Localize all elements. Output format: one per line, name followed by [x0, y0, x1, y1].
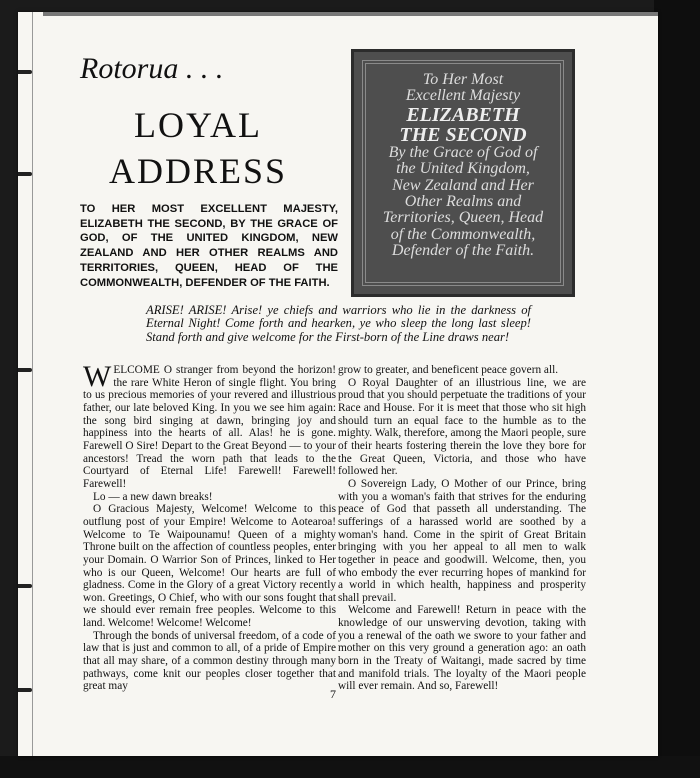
- headline-line-2: ADDRESS: [108, 151, 288, 191]
- page-number: 7: [330, 687, 336, 701]
- binding-staple: [18, 688, 32, 692]
- illuminated-text: [362, 60, 564, 286]
- illuminated-address-panel: [351, 49, 575, 297]
- top-rule: [43, 12, 658, 16]
- paragraph-text: ELCOME O stranger from beyond the horizon! the rare White Heron of single flight. You bring to us precious memories of your revered and illustrious father, our late beloved King. In you we see him again: the song bird singing at dawn, bringing joy and happiness into the hearts of all. Alas! he is gone. Farewell O Sire! Depart to the Great Beyond — to your ancestors! Tread the worn path that leads to the Courtyard of Eternal Life! Farewell! Farewell! Farewell!: [83, 364, 336, 490]
- illum-line: THE SECOND: [399, 123, 527, 146]
- illum-line: the United Kingdom,: [396, 160, 530, 178]
- intro-invocation: ARISE! ARISE! Arise! ye chiefs and warriors who lie in the darkness of Eternal Night! Come forth and hearken, ye who sleep the long last sleep! Stand forth and give welcome for the First-born of the Line draws near!: [146, 303, 531, 344]
- binding-staple: [18, 368, 32, 372]
- region-name: Rotorua . . .: [80, 52, 224, 85]
- body-column-left: [83, 360, 336, 693]
- illum-line: ELIZABETH: [406, 103, 520, 126]
- scan-background-right: [654, 0, 700, 778]
- binding-edge: [18, 12, 33, 756]
- paragraph: [83, 360, 336, 491]
- paragraph: grow to greater, and beneficent peace govern all.: [338, 364, 559, 376]
- headline-line-1: LOYAL: [134, 105, 262, 145]
- drop-cap: W: [83, 360, 112, 393]
- binding-staple: [18, 584, 32, 588]
- illum-line: To Her Most: [422, 71, 504, 88]
- paragraph: Lo — a new dawn breaks!: [93, 490, 213, 503]
- illum-line: Other Realms and: [404, 193, 522, 211]
- document-page: [18, 12, 658, 756]
- scan-background-bottom: [0, 756, 700, 778]
- illum-line: New Zealand and Her: [392, 176, 534, 194]
- illum-line: By the Grace of God of: [388, 143, 538, 161]
- binding-staple: [18, 172, 32, 176]
- illum-line: Excellent Majesty: [405, 87, 521, 105]
- illum-line: Territories, Queen, Head: [382, 209, 544, 227]
- body-column-right: [338, 364, 586, 693]
- paragraph: Welcome and Farewell! Return in peace with the knowledge of our unswerving devotion, taking with you a renewal of the oath we swore to your father and mother on this very ground a generation ago: an oath born in the Treaty of Waitangi, made sacred by time and manifold trials. The loyalty of the Maori people will ever remain. And so, Farewell!: [338, 604, 586, 693]
- binding-staple: [18, 70, 32, 74]
- formal-salutation: TO HER MOST EXCELLENT MAJESTY, ELIZABETH THE SECOND, BY THE GRACE OF GOD, OF THE UNITED KINGDOM, NEW ZEALAND AND HER OTHER REALMS AND TERRITORIES, QUEEN, HEAD OF THE COMMONWEALTH, DEFENDER OF THE FAITH.: [80, 203, 338, 289]
- paragraph: O Gracious Majesty, Welcome! Welcome to this outflung post of your Empire! Welcome to Aotearoa! Welcome to Te Waipounamu! Queen of a mighty Throne built on the affection of countless peoples, enter your Domain. O Warrior Son of Princes, linked to Her who is our Queen, Welcome! Our hearts are full of gladness. Come in the Glory of a great Victory recently won. Greetings, O Chief, who with our sons fought that we should ever remain free peoples. Welcome to this land. Welcome! Welcome! Welcome!: [83, 503, 336, 630]
- paragraph: O Royal Daughter of an illustrious line, we are proud that you should perpetuate the traditions of your Race and House. For it is meet that those who sit high should turn an equal face to the humble as to the mighty. Walk, therefore, among the Maori people, sure of their hearts fostering therein the love they bore for the Great Queen, Victoria, and those who have followed her.: [338, 376, 586, 478]
- illum-line: Defender of the Faith.: [391, 242, 535, 260]
- illum-line: of the Commonwealth,: [390, 225, 536, 243]
- paragraph: Through the bonds of universal freedom, of a code of law that is just and common to all, of a pride of Empire that all may share, of a common destiny through many pathways, come knit our peoples closer together that great may: [83, 629, 336, 693]
- paragraph: O Sovereign Lady, O Mother of our Prince, bring with you a woman's faith that strives for the enduring peace of God that passeth all understanding. The sufferings of a harassed world are soothed by a woman's hand. Come in the spirit of Great Britain bringing with you her appeal to all men to walk together in peace and goodwill. Welcome, then, you who embody the ever recurring hopes of mankind for a world in which health, happiness and prosperity shall prevail.: [338, 477, 586, 604]
